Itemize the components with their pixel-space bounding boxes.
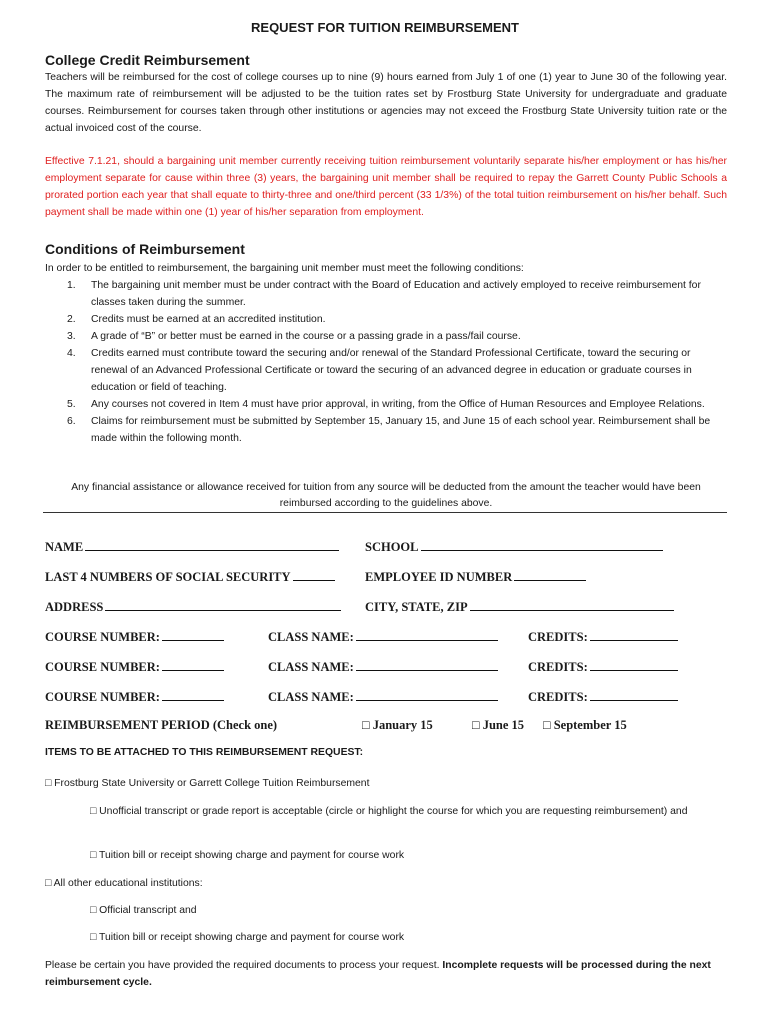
checkbox-icon[interactable]: □ [90, 905, 97, 916]
period-option-june[interactable]: □ June 15 [472, 718, 525, 732]
city-state-zip-label: CITY, STATE, ZIP [365, 600, 468, 614]
repayment-paragraph: Effective 7.1.21, should a bargaining unit member currently receiving tuition reimbursement voluntarily separate his/her employment or has his/her employment separate for cause within three (3) years, the bargaining unit member shall be required to repay the Garrett County Public Schools a prorated portion each year that shall equate to thirty-three and one/third percent (33 1/3%) of the total tuition reimbursement on his/her behalf. Such payment shall be made within one (1) year of his/her separation from employment. [45, 156, 727, 218]
footer-normal: Please be certain you have provided the required documents to process your request. [45, 960, 440, 971]
condition-item: 2. Credits must be earned at an accredited institution. [67, 314, 326, 325]
checkbox-icon[interactable]: □ [543, 718, 551, 732]
credit-heading: College Credit Reimbursement [45, 52, 250, 68]
employee-id-field[interactable] [365, 568, 586, 585]
ssn-field[interactable] [45, 568, 335, 585]
checkbox-icon[interactable]: □ [472, 718, 480, 732]
conditions-intro: In order to be entitled to reimbursement, the bargaining unit member must meet the following conditions: [45, 263, 524, 274]
class-name-label: CLASS NAME: [268, 630, 354, 644]
name-field[interactable] [45, 538, 339, 555]
city-state-zip-field[interactable] [365, 598, 674, 615]
conditions-heading: Conditions of Reimbursement [45, 241, 245, 257]
address-field[interactable] [45, 598, 341, 615]
checkbox-icon[interactable]: □ [362, 718, 370, 732]
checkbox-icon[interactable]: □ [45, 878, 52, 889]
name-label: NAME [45, 540, 84, 554]
address-label: ADDRESS [45, 600, 104, 614]
class-name-field[interactable] [268, 628, 498, 645]
divider [43, 512, 727, 513]
course-number-field[interactable] [45, 628, 224, 645]
attachment-frostburg[interactable]: □ Frostburg State University or Garrett College Tuition Reimbursement [45, 778, 370, 789]
course-number-field[interactable] [45, 688, 224, 705]
credits-field[interactable] [528, 628, 678, 645]
condition-item: 6. Claims for reimbursement must be submitted by September 15, January 15, and June 15 of each school year. Reimbursement shall be made within the following month. [67, 416, 711, 444]
class-name-label: CLASS NAME: [268, 690, 354, 704]
ssn-label: LAST 4 NUMBERS OF SOCIAL SECURITY [45, 570, 291, 584]
class-name-field[interactable] [268, 658, 498, 675]
class-name-label: CLASS NAME: [268, 660, 354, 674]
attachments-heading: ITEMS TO BE ATTACHED TO THIS REIMBURSEMENT REQUEST: [45, 747, 364, 758]
credits-field[interactable] [528, 688, 678, 705]
credits-label: CREDITS: [528, 690, 588, 704]
conditions-block [45, 260, 727, 447]
condition-item: 5. Any courses not covered in Item 4 must have prior approval, in writing, from the Office of Human Resources and Employee Relations. [67, 399, 705, 410]
attachment-other-transcript[interactable]: □ Official transcript and [90, 905, 197, 916]
reimbursement-period-label: REIMBURSEMENT PERIOD (Check one) [45, 718, 278, 732]
attachment-frostburg-bill[interactable]: □ Tuition bill or receipt showing charge and payment for course work [90, 850, 405, 861]
credits-label: CREDITS: [528, 630, 588, 644]
school-field[interactable] [365, 538, 663, 555]
period-option-january[interactable]: □ January 15 [362, 718, 433, 732]
condition-item: 1. The bargaining unit member must be under contract with the Board of Education and actively employed to receive reimbursement for classes taken during the summer. [67, 280, 701, 308]
condition-item: 3. A grade of “B” or better must be earned in the course or a passing grade in a pass/fail course. [67, 331, 521, 342]
condition-item: 4. Credits earned must contribute toward the securing and/or renewal of the Standard Professional Certificate, toward the securing or renewal of an Advanced Professional Certificate or toward the securing of an advanced degree in education or graduate courses in education or field of teaching. [67, 348, 692, 393]
employee-id-label: EMPLOYEE ID NUMBER [365, 570, 513, 584]
course-number-field[interactable] [45, 658, 224, 675]
footer-note [45, 957, 735, 991]
attachment-other-bill[interactable]: □ Tuition bill or receipt showing charge and payment for course work [90, 932, 405, 943]
checkbox-icon[interactable]: □ [90, 806, 97, 817]
class-name-field[interactable] [268, 688, 498, 705]
financial-note: Any financial assistance or allowance received for tuition from any source will be deducted from the amount the teacher would have been reimbursed according to the guidelines above. [71, 482, 701, 509]
course-number-label: COURSE NUMBER: [45, 660, 160, 674]
course-number-label: COURSE NUMBER: [45, 690, 160, 704]
course-number-label: COURSE NUMBER: [45, 630, 160, 644]
checkbox-icon[interactable]: □ [45, 778, 52, 789]
attachment-other[interactable]: □ All other educational institutions: [45, 878, 203, 889]
footer-bold: Incomplete requests will be processed during the next reimbursement cycle. [45, 960, 711, 988]
credit-paragraph: Teachers will be reimbursed for the cost of college courses up to nine (9) hours earned from July 1 of one (1) year to June 30 of the following year. The maximum rate of reimbursement will be adjusted to be the tuition rates set by Frostburg State University for undergraduate and graduate courses. Reimbursement for courses taken through other institutions or agencies may not exceed the Frostburg State University tuition rate or the actual invoiced cost of the course. [45, 72, 727, 134]
checkbox-icon[interactable]: □ [90, 932, 97, 943]
credits-field[interactable] [528, 658, 678, 675]
checkbox-icon[interactable]: □ [90, 850, 97, 861]
page-title: REQUEST FOR TUITION REIMBURSEMENT [251, 20, 519, 35]
period-option-september[interactable]: □ September 15 [543, 718, 627, 732]
conditions-list [45, 277, 727, 447]
attachment-frostburg-transcript[interactable]: □ Unofficial transcript or grade report is acceptable (circle or highlight the course for which you are requesting reimbursement) and [90, 806, 688, 817]
school-label: SCHOOL [365, 540, 419, 554]
credits-label: CREDITS: [528, 660, 588, 674]
